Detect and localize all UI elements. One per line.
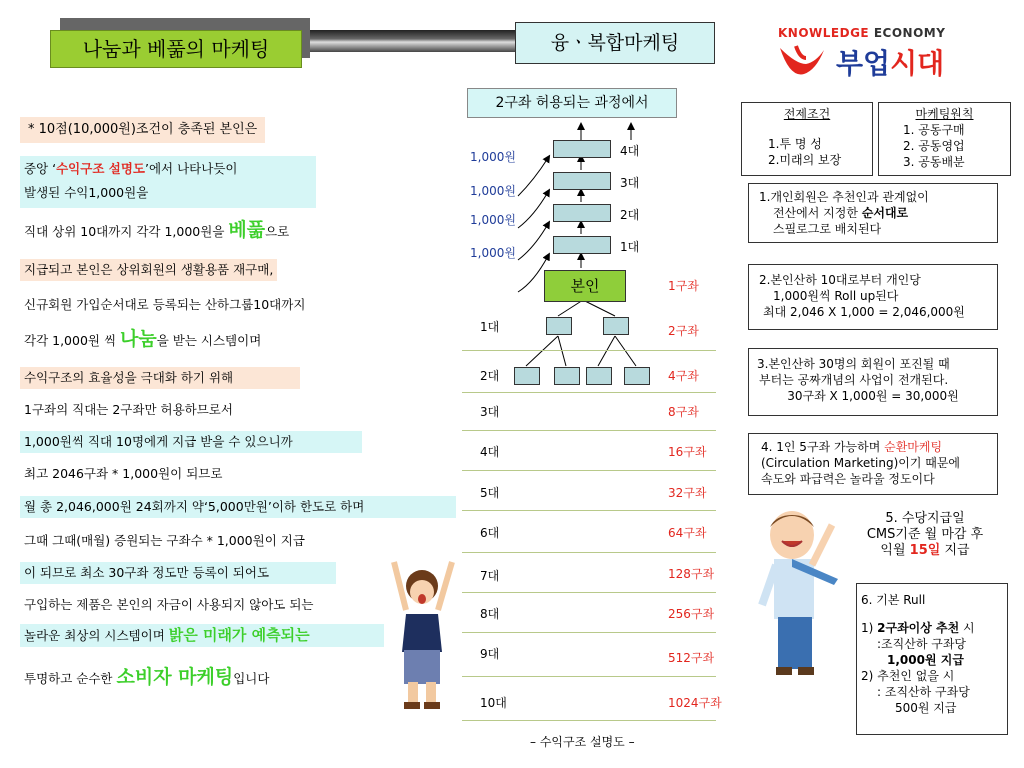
info-3-line-1: 3.본인산하 30명의 회원이 포진될 때 bbox=[757, 357, 950, 371]
upline-gen-3: 3대 bbox=[620, 176, 640, 190]
gen-label-9: 9대 bbox=[480, 647, 500, 661]
info-1-line-1: 1.개인회원은 추천인과 관계없이 bbox=[759, 190, 929, 204]
info-box-4 bbox=[748, 433, 998, 495]
text-line-8: 수익구조의 효율성을 극대화 하기 위해 bbox=[20, 367, 300, 389]
text-line-16: 놀라운 최상의 시스템이며 밝은 미래가 예측되는 bbox=[20, 624, 384, 647]
seat-label-8: 256구좌 bbox=[668, 607, 715, 621]
text-line-12: 월 총 2,046,000원 24회까지 약‘5,000만원’이하 한도로 하며 bbox=[20, 496, 456, 518]
precondition-item-2: 2.미래의 보장 bbox=[768, 153, 842, 167]
info-6-line-6: 500원 지급 bbox=[895, 701, 957, 715]
text-line-9: 1구좌의 직대는 2구좌만 허용하므로서 bbox=[24, 402, 233, 417]
info-1-line-3: 스필로그로 배치된다 bbox=[773, 222, 882, 236]
info-6-line-2: :조직산하 구좌당 bbox=[877, 637, 967, 651]
row-divider bbox=[462, 720, 716, 721]
info-3-line-3: 30구좌 X 1,000원 = 30,000원 bbox=[787, 389, 959, 403]
gen-label-7: 7대 bbox=[480, 569, 500, 583]
row-divider bbox=[462, 552, 716, 553]
text-line-1: * 10점(10,000원)조건이 충족된 본인은 bbox=[20, 117, 265, 143]
text-line-4: 직대 상위 10대까지 각각 1,000원을 베풂으로 bbox=[24, 219, 290, 241]
row-divider bbox=[462, 430, 716, 431]
gen-label-2: 2대 bbox=[480, 369, 500, 383]
marketing-principle-1: 1. 공동구매 bbox=[903, 123, 965, 137]
info-5-line-1: 5. 수당지급일 bbox=[885, 511, 965, 526]
seat-label-9: 512구좌 bbox=[668, 651, 715, 665]
child-box-1 bbox=[546, 317, 572, 335]
grandchild-box-4 bbox=[624, 367, 650, 385]
info-2-line-2: 1,000원씩 Roll up된다 bbox=[773, 289, 899, 303]
info-5-line-2: CMS기준 월 마감 후 bbox=[866, 527, 984, 542]
pointing-man-illustration bbox=[752, 505, 842, 685]
seat-label-5: 32구좌 bbox=[668, 486, 707, 500]
upline-gen-1: 1대 bbox=[620, 240, 640, 254]
precondition-box bbox=[741, 102, 873, 176]
marketing-principle-2: 2. 공동영업 bbox=[903, 139, 965, 153]
amount-label-4: 1,000원 bbox=[470, 246, 516, 260]
amount-label-3: 1,000원 bbox=[470, 213, 516, 227]
seat-label-7: 128구좌 bbox=[668, 567, 715, 581]
row-divider bbox=[462, 676, 716, 677]
page-title-right: 융ㆍ복합마케팅 bbox=[515, 22, 715, 64]
gen-label-6: 6대 bbox=[480, 526, 500, 540]
info-6-title: 6. 기본 Rull bbox=[861, 593, 926, 607]
info-box-1 bbox=[748, 183, 998, 243]
text-line-7: 각각 1,000원 씩 나눔을 받는 시스템이며 bbox=[24, 328, 262, 350]
info-6-line-1: 1) 2구좌이상 추천 시 bbox=[861, 621, 975, 635]
info-2-line-3: 최대 2,046 X 1,000 = 2,046,000원 bbox=[763, 305, 965, 319]
upline-gen-4: 4대 bbox=[620, 144, 640, 158]
text-line-5: 지급되고 본인은 상위회원의 생활용품 재구매, bbox=[20, 259, 277, 281]
grandchild-box-2 bbox=[554, 367, 580, 385]
text-line-11: 최고 2046구좌 * 1,000원이 되므로 bbox=[24, 466, 223, 481]
info-3-line-2: 부터는 공짜개념의 사업이 전개된다. bbox=[759, 373, 949, 387]
seat-label-1: 2구좌 bbox=[668, 324, 699, 338]
info-box-3 bbox=[748, 348, 998, 416]
gen-label-4: 4대 bbox=[480, 445, 500, 459]
grandchild-box-3 bbox=[586, 367, 612, 385]
gen-label-10: 10대 bbox=[480, 696, 507, 710]
info-box-2 bbox=[748, 264, 998, 330]
gen-label-3: 3대 bbox=[480, 405, 500, 419]
upline-box-2 bbox=[553, 204, 611, 222]
info-1-line-2: 전산에서 지정한 순서대로 bbox=[773, 206, 909, 220]
row-divider bbox=[462, 632, 716, 633]
logo-text-bueop: 부업 bbox=[836, 47, 891, 80]
logo-mark-icon bbox=[776, 44, 828, 78]
seat-label-10: 1024구좌 bbox=[668, 696, 722, 710]
seat-label-2: 4구좌 bbox=[668, 369, 699, 383]
marketing-principle-box bbox=[878, 102, 1011, 176]
amount-label-1: 1,000원 bbox=[470, 150, 516, 164]
upline-box-4 bbox=[553, 140, 611, 158]
info-6-line-4: 2) 추천인 없을 시 bbox=[861, 669, 955, 683]
seat-label-6: 64구좌 bbox=[668, 526, 707, 540]
row-divider bbox=[462, 510, 716, 511]
info-2-line-1: 2.본인산하 10대로부터 개인당 bbox=[759, 273, 921, 287]
amount-label-2: 1,000원 bbox=[470, 184, 516, 198]
info-4-line-2: (Circulation Marketing)이기 때문에 bbox=[761, 456, 961, 470]
logo-text-economy: ECONOMY bbox=[873, 26, 946, 40]
text-line-3: 발생된 수익1,000원을 bbox=[24, 185, 149, 200]
row-divider bbox=[462, 470, 716, 471]
text-line-10: 1,000원씩 직대 10명에게 지급 받을 수 있으니까 bbox=[20, 431, 362, 453]
page-title-left: 나눔과 베풂의 마케팅 bbox=[50, 30, 302, 68]
text-line-13: 그때 그때(매월) 증원되는 구좌수 * 1,000원이 지급 bbox=[24, 533, 305, 548]
upline-box-1 bbox=[553, 236, 611, 254]
precondition-item-1: 1.투 명 성 bbox=[768, 137, 822, 151]
logo-text-knowledge: KNOWLEDGE bbox=[778, 26, 870, 40]
gen-label-8: 8대 bbox=[480, 607, 500, 621]
precondition-title: 전제조건 bbox=[783, 107, 831, 121]
gen-label-1: 1대 bbox=[480, 320, 500, 334]
upline-gen-2: 2대 bbox=[620, 208, 640, 222]
info-4-line-3: 속도와 파급력은 놀라울 정도이다 bbox=[761, 472, 935, 486]
info-4-line-1: 4. 1인 5구좌 가능하며 순환마케팅 bbox=[761, 440, 943, 454]
header-bar-metal bbox=[310, 30, 515, 52]
info-5-line-3: 익월 15일 지급 bbox=[880, 543, 970, 558]
marketing-principle-title: 마케팅원칙 bbox=[915, 107, 974, 121]
seat-label-4: 16구좌 bbox=[668, 445, 707, 459]
diagram-caption: – 수익구조 설명도 – bbox=[530, 735, 635, 749]
text-line-15: 구입하는 제품은 본인의 자금이 사용되지 않아도 되는 bbox=[24, 597, 314, 612]
self-node: 본인 bbox=[544, 270, 626, 302]
brand-logo bbox=[770, 24, 970, 84]
diagram-label: 2구좌 허용되는 과정에서 bbox=[467, 88, 677, 118]
upline-box-3 bbox=[553, 172, 611, 190]
gen-label-5: 5대 bbox=[480, 486, 500, 500]
logo-text-sidae: 시대 bbox=[890, 47, 945, 80]
info-6-line-3: 1,000원 지급 bbox=[887, 653, 964, 667]
info-box-5 bbox=[846, 511, 1004, 571]
marketing-principle-3: 3. 공동배분 bbox=[903, 155, 965, 169]
info-box-6 bbox=[856, 583, 1008, 735]
text-line-6: 신규회원 가입순서대로 등록되는 산하그룹10대까지 bbox=[24, 297, 306, 312]
text-line-17: 투명하고 순수한 소비자 마케팅입니다 bbox=[24, 666, 270, 688]
text-line-2: 중앙 ‘수익구조 설명도’에서 나타나듯이 bbox=[24, 161, 238, 176]
seat-label-3: 8구좌 bbox=[668, 405, 699, 419]
info-6-line-5: : 조직산하 구좌당 bbox=[877, 685, 970, 699]
row-divider bbox=[462, 350, 716, 351]
row-divider bbox=[462, 392, 716, 393]
child-box-2 bbox=[603, 317, 629, 335]
grandchild-box-1 bbox=[514, 367, 540, 385]
cheering-girl-illustration bbox=[380, 552, 460, 712]
row-divider bbox=[462, 592, 716, 593]
self-seat: 1구좌 bbox=[668, 279, 699, 293]
text-line-14: 이 되므로 최소 30구좌 정도만 등록이 되어도 bbox=[20, 562, 336, 584]
